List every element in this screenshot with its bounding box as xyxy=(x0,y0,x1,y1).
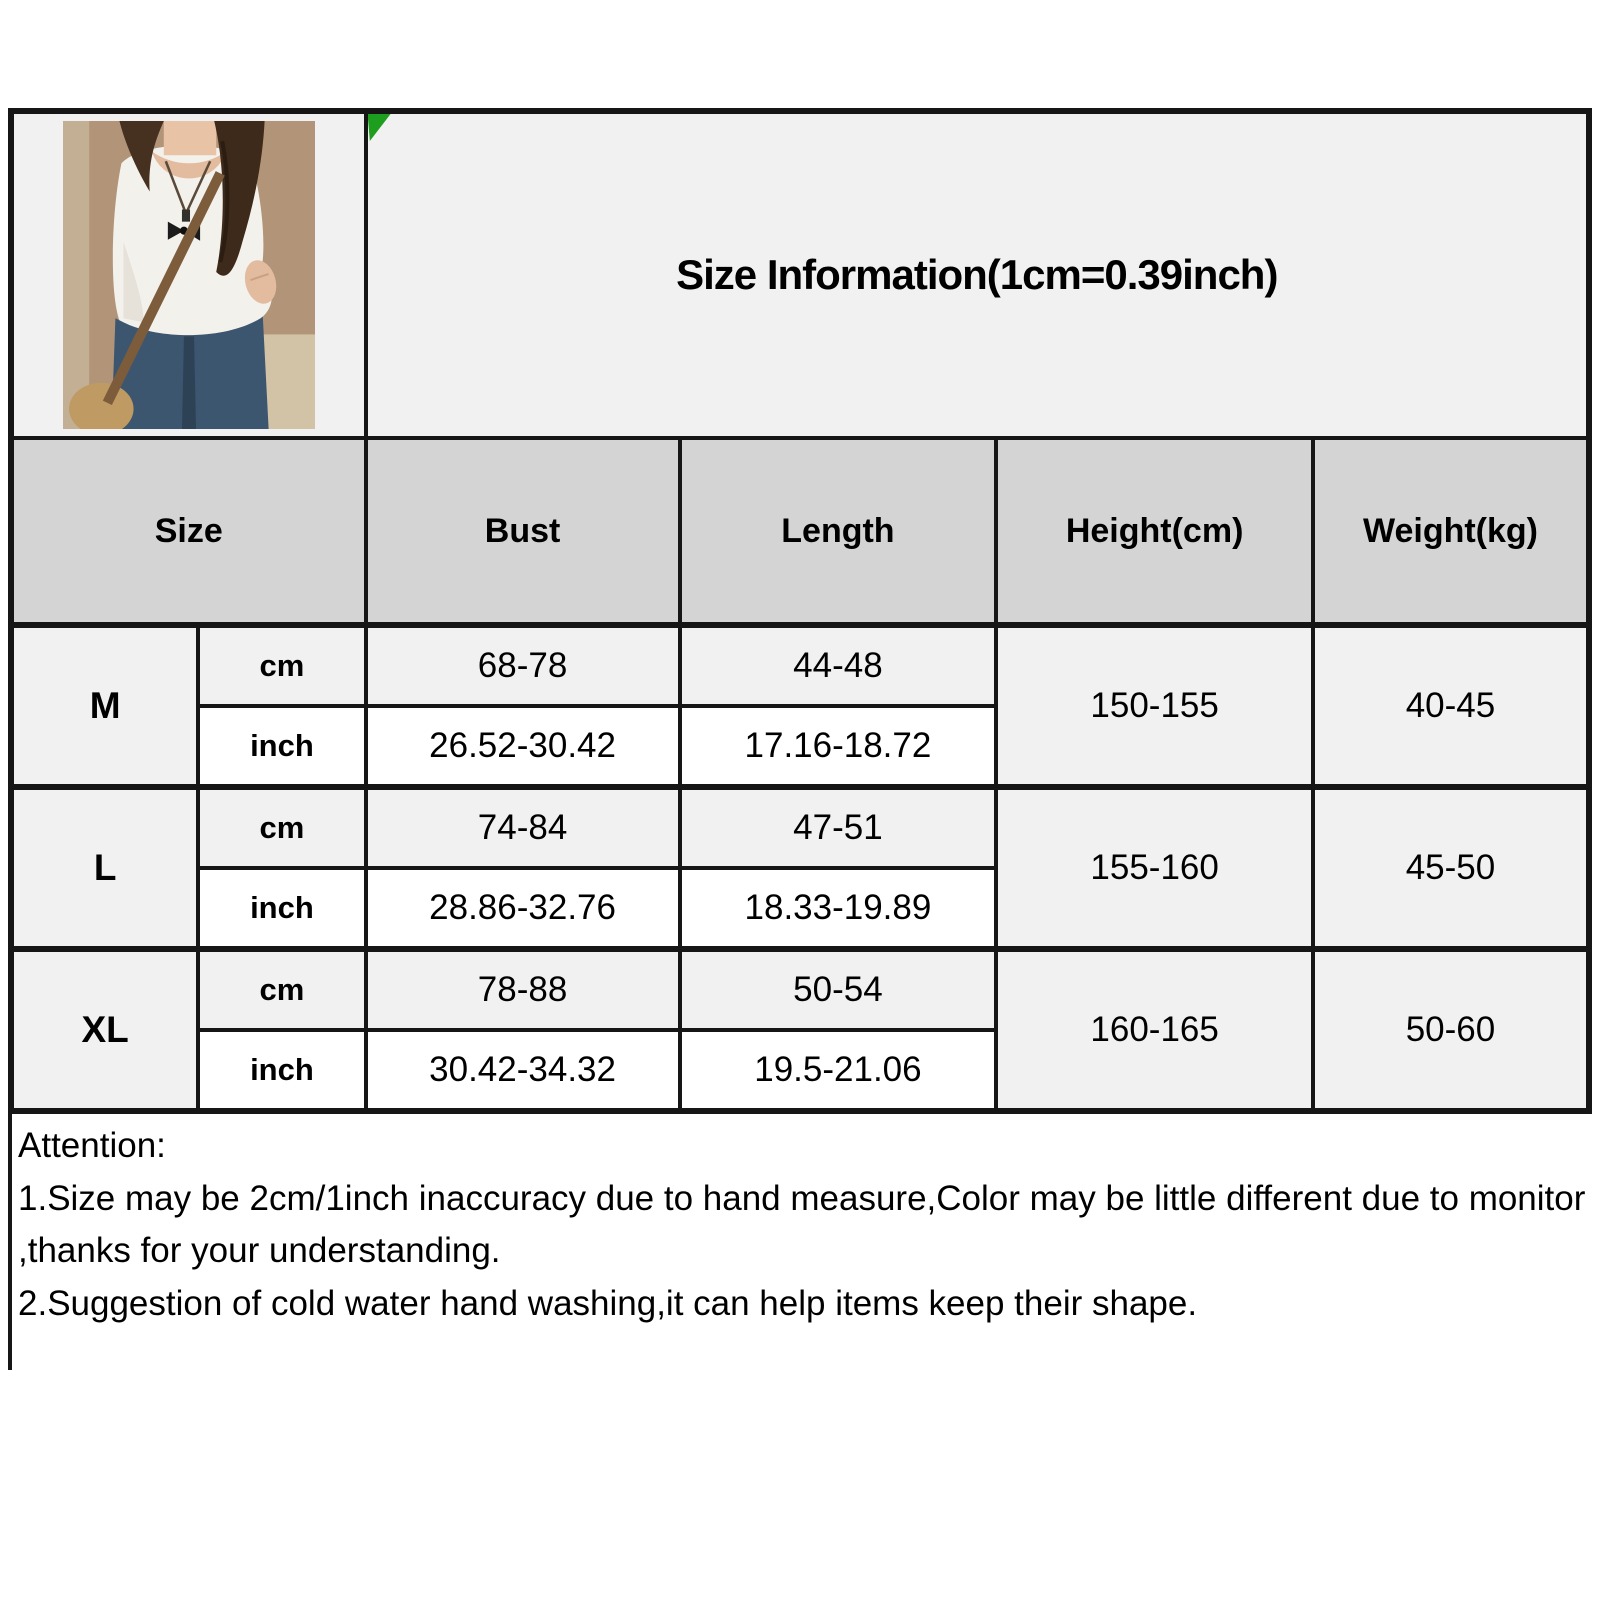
title-cell xyxy=(366,111,1589,438)
bust-cm-l: 74-84 xyxy=(366,787,680,868)
header-bust: Bust xyxy=(366,438,680,625)
weight-xl: 50-60 xyxy=(1313,949,1589,1111)
page-title: Size Information(1cm=0.39inch) xyxy=(676,251,1278,298)
table-row xyxy=(11,625,1589,706)
size-chart-table xyxy=(8,108,1592,1114)
size-label-l: L xyxy=(11,787,198,949)
product-photo xyxy=(14,114,364,436)
length-cm-m: 44-48 xyxy=(680,625,997,706)
length-cm-xl: 50-54 xyxy=(680,949,997,1030)
bust-inch-l: 28.86-32.76 xyxy=(366,868,680,949)
size-label-xl: XL xyxy=(11,949,198,1111)
weight-l: 45-50 xyxy=(1313,787,1589,949)
table-header-row xyxy=(11,438,1589,625)
height-l: 155-160 xyxy=(996,787,1313,949)
cell-corner-marker-icon xyxy=(368,114,391,141)
attention-heading: Attention: xyxy=(18,1126,166,1165)
attention-section xyxy=(8,1114,1592,1370)
header-size: Size xyxy=(11,438,366,625)
length-inch-xl: 19.5-21.06 xyxy=(680,1030,997,1111)
header-weight: Weight(kg) xyxy=(1313,438,1589,625)
bust-cm-xl: 78-88 xyxy=(366,949,680,1030)
table-row xyxy=(11,787,1589,868)
size-chart xyxy=(8,108,1592,1370)
unit-label: inch xyxy=(198,1030,365,1111)
size-label-m: M xyxy=(11,625,198,787)
attention-note-2: 2.Suggestion of cold water hand washing,it can help items keep their shape. xyxy=(18,1283,1198,1323)
bust-cm-m: 68-78 xyxy=(366,625,680,706)
header-height: Height(cm) xyxy=(996,438,1313,625)
photo-title-row xyxy=(11,111,1589,438)
table-row xyxy=(11,949,1589,1030)
length-inch-m: 17.16-18.72 xyxy=(680,706,997,787)
attention-note-1: 1.Size may be 2cm/1inch inaccuracy due to hand measure,Color may be little different due to monitor ,thanks for your understanding. xyxy=(18,1178,1586,1270)
unit-label: cm xyxy=(198,787,365,868)
bust-inch-m: 26.52-30.42 xyxy=(366,706,680,787)
length-cm-l: 47-51 xyxy=(680,787,997,868)
bust-inch-xl: 30.42-34.32 xyxy=(366,1030,680,1111)
product-photo-image xyxy=(63,121,315,429)
unit-label: cm xyxy=(198,625,365,706)
header-length: Length xyxy=(680,438,997,625)
unit-label: inch xyxy=(198,706,365,787)
unit-label: inch xyxy=(198,868,365,949)
height-xl: 160-165 xyxy=(996,949,1313,1111)
height-m: 150-155 xyxy=(996,625,1313,787)
weight-m: 40-45 xyxy=(1313,625,1589,787)
length-inch-l: 18.33-19.89 xyxy=(680,868,997,949)
photo-cell xyxy=(11,111,366,438)
unit-label: cm xyxy=(198,949,365,1030)
